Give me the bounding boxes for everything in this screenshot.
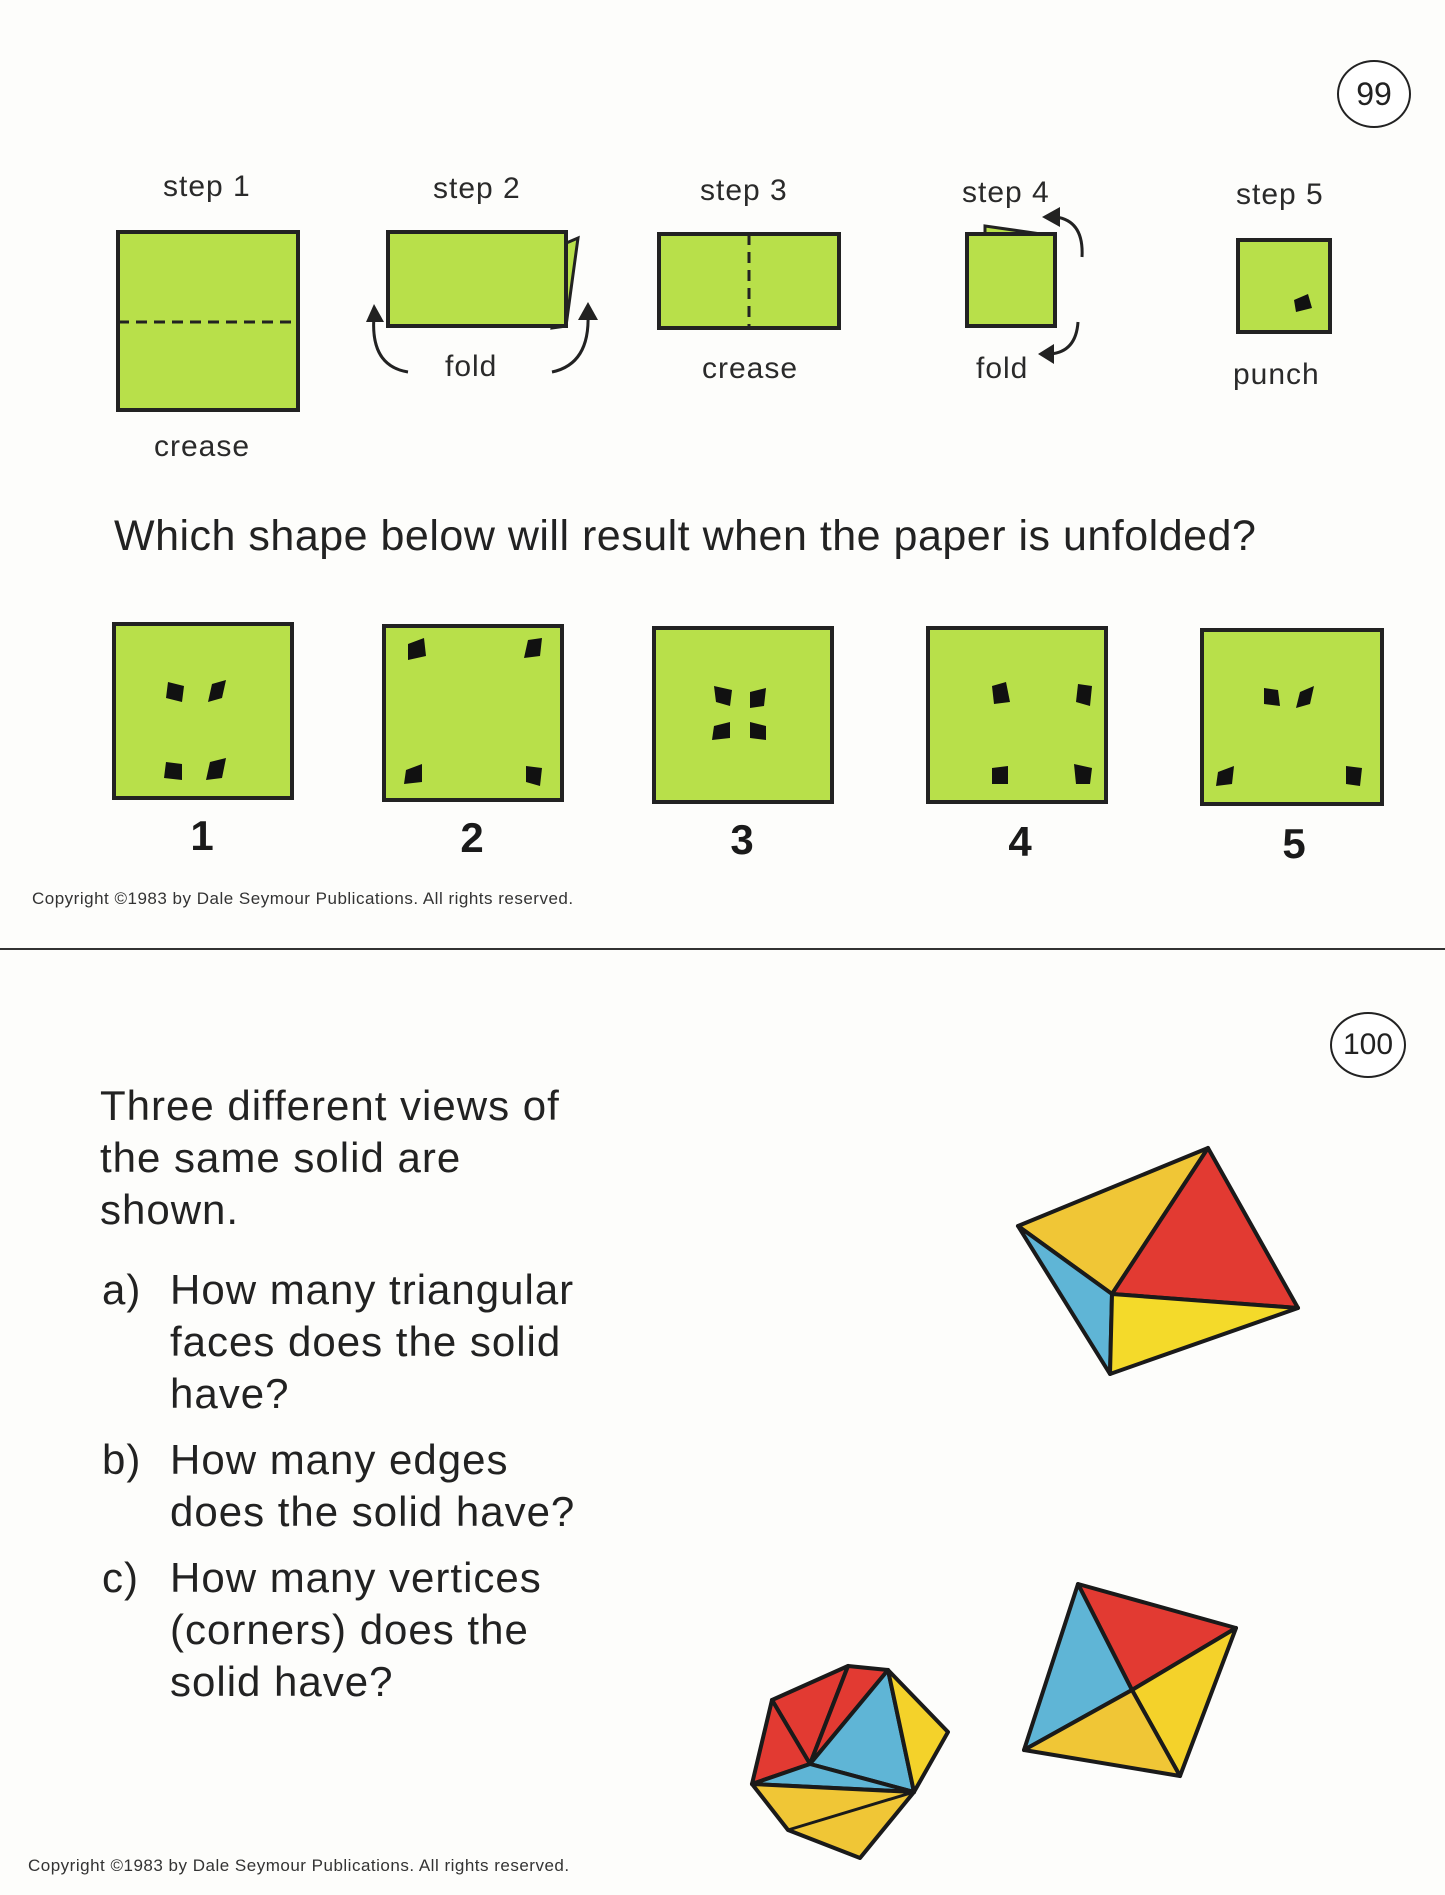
question-b-line-1: How many edges xyxy=(170,1436,509,1483)
question-c-line-1: How many vertices xyxy=(170,1554,542,1601)
card-number-99: 99 xyxy=(1337,60,1411,128)
intro-text xyxy=(100,1080,560,1236)
question-a-line-1: How many triangular xyxy=(170,1266,575,1313)
step-5-caption: punch xyxy=(1233,358,1320,391)
question-b-letter: b) xyxy=(102,1436,142,1483)
question-c xyxy=(102,1552,662,1708)
choice-4-shape[interactable] xyxy=(926,626,1108,804)
question-b xyxy=(102,1434,662,1538)
intro-line-2: the same solid are xyxy=(100,1134,462,1181)
solid-view-3 xyxy=(1020,1580,1240,1780)
choice-5-label: 5 xyxy=(1282,820,1306,867)
step-2-title: step 2 xyxy=(433,172,521,205)
step-5-paper xyxy=(1236,238,1332,334)
solid-view-1 xyxy=(1012,1144,1312,1384)
step-1-caption: crease xyxy=(154,430,251,463)
question-b-line-2: does the solid have? xyxy=(170,1488,576,1535)
choice-3-shape[interactable] xyxy=(652,626,834,804)
question-a-letter: a) xyxy=(102,1266,142,1313)
card-divider xyxy=(0,948,1445,950)
question-c-letter: c) xyxy=(102,1554,139,1601)
fold-arrow-right-icon xyxy=(548,300,608,380)
question-a-line-3: have? xyxy=(170,1370,290,1417)
copyright-100: Copyright ©1983 by Dale Seymour Publications. All rights reserved. xyxy=(28,1856,570,1875)
question-a-line-2: faces does the solid xyxy=(170,1318,562,1365)
choice-2-label: 2 xyxy=(460,814,484,861)
intro-line-1: Three different views of xyxy=(100,1082,560,1129)
card-100 xyxy=(0,952,1445,1895)
step-5-title: step 5 xyxy=(1236,178,1324,211)
step-3-title: step 3 xyxy=(700,174,788,207)
step-3-paper xyxy=(657,232,841,330)
choice-2-shape[interactable] xyxy=(382,624,564,802)
choice-1-shape[interactable] xyxy=(112,622,294,800)
question-a xyxy=(102,1264,662,1420)
question-text: Which shape below will result when the paper is unfolded? xyxy=(114,512,1257,560)
step-4-title: step 4 xyxy=(962,176,1050,209)
choice-5-shape[interactable] xyxy=(1200,628,1384,806)
intro-line-3: shown. xyxy=(100,1186,240,1233)
fold-arrow-top-icon xyxy=(1040,205,1100,265)
fold-arrow-left-icon xyxy=(360,300,430,380)
step-2-caption: fold xyxy=(445,350,498,383)
question-c-line-2: (corners) does the xyxy=(170,1606,529,1653)
copyright-99: Copyright ©1983 by Dale Seymour Publications. All rights reserved. xyxy=(32,889,574,908)
fold-arrow-bottom-icon xyxy=(1036,318,1096,368)
choice-1-label: 1 xyxy=(190,812,214,859)
step-1-paper xyxy=(116,230,300,412)
choice-3-label: 3 xyxy=(730,816,754,863)
step-4-caption: fold xyxy=(976,352,1029,385)
question-c-line-3: solid have? xyxy=(170,1658,394,1705)
step-3-caption: crease xyxy=(702,352,799,385)
solid-view-2 xyxy=(748,1662,958,1862)
choice-4-label: 4 xyxy=(1008,818,1032,865)
card-number-100: 100 xyxy=(1330,1012,1406,1078)
step-1-title: step 1 xyxy=(163,170,251,203)
